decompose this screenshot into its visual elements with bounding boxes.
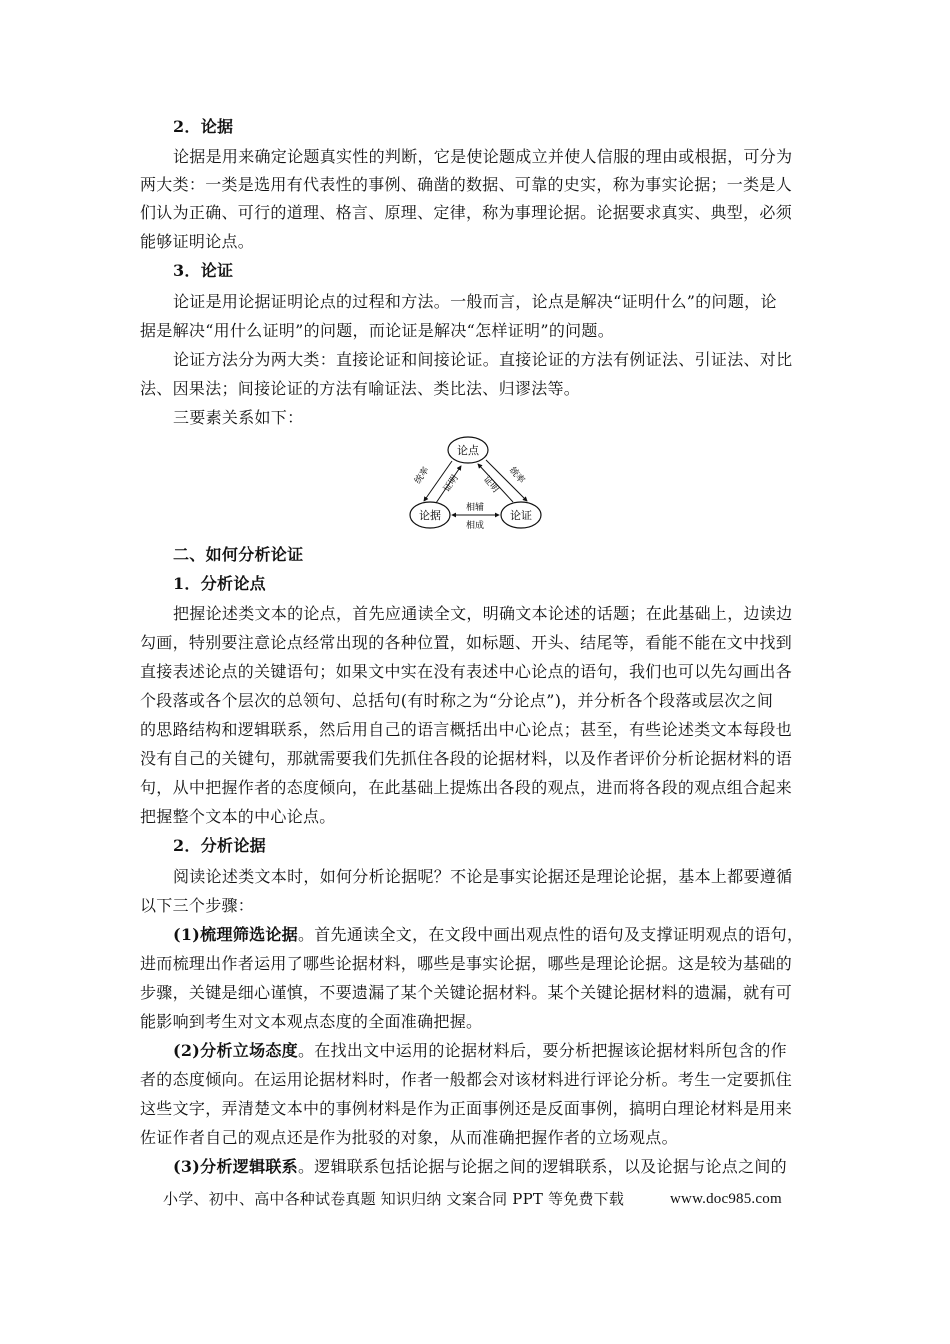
node-left-label: 论据 — [419, 509, 441, 522]
paragraph-line: 两大类：一类是选用有代表性的事例、确凿的数据、可靠的史实，称为事实论据；一类是人 — [140, 175, 793, 194]
step-2-title: (2)分析立场态度 — [173, 1041, 298, 1060]
three-elements-diagram — [400, 433, 550, 535]
paragraph-line: 个段落或各个层次的总领句、总括句(有时称之为“分论点”)，并分析各个段落或层次之间 — [140, 691, 774, 710]
subsection-heading: 1．分析论点 — [173, 574, 266, 593]
paragraph-line: 论证是用论据证明论点的过程和方法。一般而言，论点是解决“证明什么”的问题，论 — [173, 292, 777, 311]
paragraph-line: 能够证明论点。 — [140, 232, 255, 251]
step-2-line — [173, 1040, 853, 1062]
node-right-label: 论证 — [510, 509, 532, 522]
paragraph-line: 论据是用来确定论题真实性的判断，它是使论题成立并使人信服的理由或根据，可分为 — [173, 147, 793, 166]
label-right-inner: 证明 — [480, 474, 501, 495]
paragraph-line: 步骤，关键是细心谨慎，不要遗漏了某个关键论据材料。某个关键论据材料的遗漏，就有可 — [140, 983, 793, 1002]
footer-site-link[interactable]: www.doc985.com — [670, 1191, 782, 1207]
label-left-inner: 证明 — [442, 473, 461, 495]
section-heading-lunju: 2．论据 — [173, 117, 234, 136]
paragraph-line: 据是解决“用什么证明”的问题，而论证是解决“怎样证明”的问题。 — [140, 321, 615, 340]
step-3-title: (3)分析逻辑联系 — [173, 1157, 298, 1176]
paragraph-line: 进而梳理出作者运用了哪些论据材料，哪些是事实论据，哪些是理论论据。这是较为基础的 — [140, 954, 793, 973]
label-right-outer: 统率 — [506, 465, 527, 486]
paragraph-line: 句，从中把握作者的态度倾向，在此基础上提炼出各段的观点，进而将各段的观点组合起来 — [140, 778, 793, 797]
paragraph-line: 勾画，特别要注意论点经常出现的各种位置，如标题、开头、结尾等，看能不能在文中找到 — [140, 633, 793, 652]
paragraph-line: 阅读论述类文本时，如何分析论据呢？不论是事实论据还是理论论据，基本上都要遵循 — [173, 867, 793, 886]
page-footer — [163, 1188, 803, 1210]
node-top-label: 论点 — [457, 444, 479, 457]
label-bottom-bottom: 相成 — [465, 521, 485, 531]
part-heading: 二、如何分析论证 — [173, 545, 304, 564]
paragraph-line: 能影响到考生对文本观点态度的全面准确把握。 — [140, 1012, 483, 1031]
paragraph-line: 把握论述类文本的论点，首先应通读全文，明确文本论述的话题；在此基础上，边读边 — [173, 604, 793, 623]
paragraph-line: 把握整个文本的中心论点。 — [140, 807, 336, 826]
paragraph-line: 的思路结构和逻辑联系，然后用自己的语言概括出中心论点；甚至，有些论述类文本每段也 — [140, 720, 793, 739]
label-bottom-top: 相辅 — [465, 503, 485, 513]
step-3-text: 。逻辑联系包括论据与论据之间的逻辑联系，以及论据与论点之间的 — [297, 1157, 787, 1176]
step-3-line — [173, 1156, 853, 1178]
subsection-heading: 2．分析论据 — [173, 836, 266, 855]
paragraph-line: 者的态度倾向。在运用论据材料时，作者一般都会对该材料进行评论分析。考生一定要抓住 — [140, 1070, 793, 1089]
step-1-line — [173, 924, 853, 946]
paragraph-line: 这些文字，弄清楚文本中的事例材料是作为正面事例还是反面事例，搞明白理论材料是用来 — [140, 1099, 793, 1118]
paragraph-line: 佐证作者自己的观点还是作为批驳的对象，从而准确把握作者的立场观点。 — [140, 1128, 678, 1147]
paragraph-line: 以下三个步骤： — [140, 896, 255, 915]
label-left-outer: 统率 — [413, 465, 432, 487]
paragraph-line: 们认为正确、可行的道理、格言、原理、定律，称为事理论据。论据要求真实、典型，必须 — [140, 203, 793, 222]
paragraph-line: 没有自己的关键句，那就需要我们先抓住各段的论据材料，以及作者评价分析论据材料的语 — [140, 749, 793, 768]
step-1-title: (1)梳理筛选论据 — [173, 925, 298, 944]
paragraph-line: 论证方法分为两大类：直接论证和间接论证。直接论证的方法有例证法、引证法、对比 — [173, 350, 793, 369]
relation-intro: 三要素关系如下： — [173, 408, 304, 427]
section-heading-lunzheng: 3．论证 — [173, 261, 234, 280]
paragraph-line: 直接表述论点的关键语句；如果文中实在没有表述中心论点的语句，我们也可以先勾画出各 — [140, 662, 793, 681]
step-2-text: 。在找出文中运用的论据材料后，要分析把握该论据材料所包含的作 — [297, 1041, 787, 1060]
step-1-text: 。首先通读全文，在文段中画出观点性的语句及支撑证明观点的语句， — [297, 925, 804, 944]
footer-text: 小学、初中、高中各种试卷真题 知识归纳 文案合同 PPT 等免费下载 — [163, 1190, 625, 1208]
paragraph-line: 法、因果法；间接论证的方法有喻证法、类比法、归谬法等。 — [140, 379, 581, 398]
